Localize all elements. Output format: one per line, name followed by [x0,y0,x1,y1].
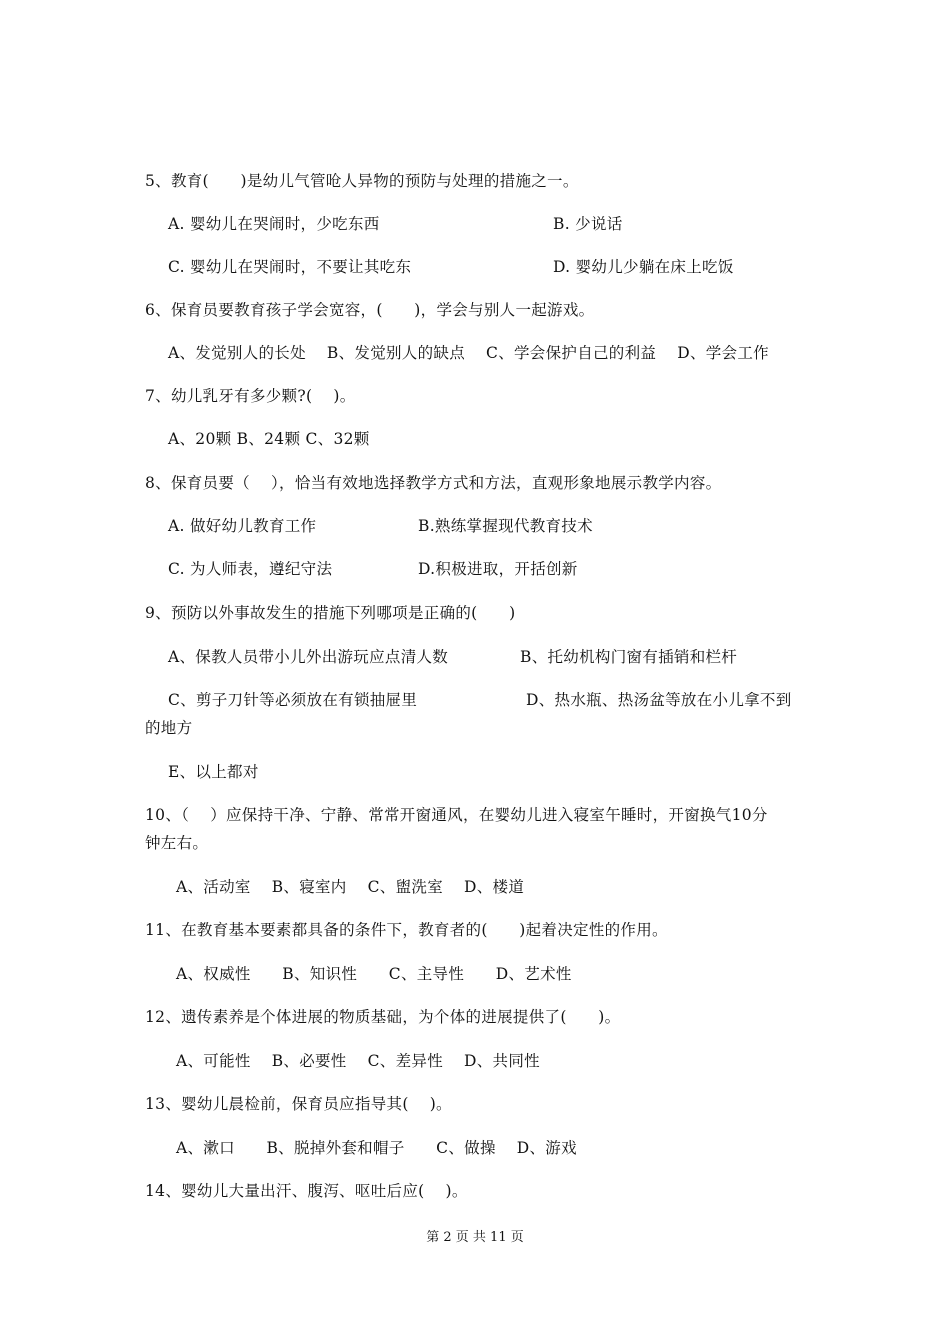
question-11-stem: 11、在教育基本要素都具备的条件下，教育者的( )起着决定性的作用。 [145,921,668,939]
question-8-option-d: D.积极进取，开括创新 [418,560,578,578]
question-5-option-c: C. 婴幼儿在哭闹时，不要让其吃东 [168,258,412,276]
question-7-options: A、20颗 B、24颗 C、32颗 [168,430,370,448]
question-5-option-b: B. 少说话 [553,215,623,233]
question-11-options: A、权威性 B、知识性 C、主导性 D、艺术性 [176,965,572,983]
question-5-option-a: A. 婴幼儿在哭闹时，少吃东西 [168,215,380,233]
question-6-options: A、发觉别人的长处 B、发觉别人的缺点 C、学会保护自己的利益 D、学会工作 [168,344,769,362]
question-9-option-e: E、以上都对 [168,763,259,781]
question-6-stem: 6、保育员要教育孩子学会宽容，( )，学会与别人一起游戏。 [145,301,595,319]
question-13-options: A、漱口 B、脱掉外套和帽子 C、做操 D、游戏 [176,1139,577,1157]
question-13-stem: 13、婴幼儿晨检前，保育员应指导其( )。 [145,1095,452,1113]
question-8-option-a: A. 做好幼儿教育工作 [168,517,317,535]
question-8-option-b: B.熟练掌握现代教育技术 [418,517,593,535]
question-10-stem: 10、（ ）应保持干净、宁静、常常开窗通风，在婴幼儿进入寝室午睡时，开窗换气10分 [145,806,768,824]
question-7-stem: 7、幼儿乳牙有多少颗?( )。 [145,387,356,405]
question-9-option-d: D、热水瓶、热汤盆等放在小儿拿不到 [526,691,792,709]
question-9-option-d-continued: 的地方 [145,719,193,737]
question-10-options: A、活动室 B、寝室内 C、盥洗室 D、楼道 [176,878,525,896]
question-9-option-a: A、保教人员带小儿外出游玩应点清人数 [168,648,449,666]
question-5-stem: 5、教育( )是幼儿气管呛人异物的预防与处理的措施之一。 [145,172,579,190]
question-12-stem: 12、遗传素养是个体进展的物质基础，为个体的进展提供了( )。 [145,1008,621,1026]
question-12-options: A、可能性 B、必要性 C、差异性 D、共同性 [176,1052,540,1070]
question-8-stem: 8、保育员要（ ），恰当有效地选择教学方式和方法，直观形象地展示教学内容。 [145,474,722,492]
question-5-option-d: D. 婴幼儿少躺在床上吃饭 [553,258,734,276]
page-footer: 第 2 页 共 11 页 [426,1230,524,1245]
question-9-option-b: B、托幼机构门窗有插销和栏杆 [520,648,738,666]
question-14-stem: 14、婴幼儿大量出汗、腹泻、呕吐后应( )。 [145,1182,468,1200]
question-8-option-c: C. 为人师表，遵纪守法 [168,560,333,578]
question-10-stem-continued: 钟左右。 [145,834,209,852]
question-9-stem: 9、预防以外事故发生的措施下列哪项是正确的( ) [145,604,516,622]
question-9-option-c: C、剪子刀针等必须放在有锁抽屉里 [168,691,418,709]
